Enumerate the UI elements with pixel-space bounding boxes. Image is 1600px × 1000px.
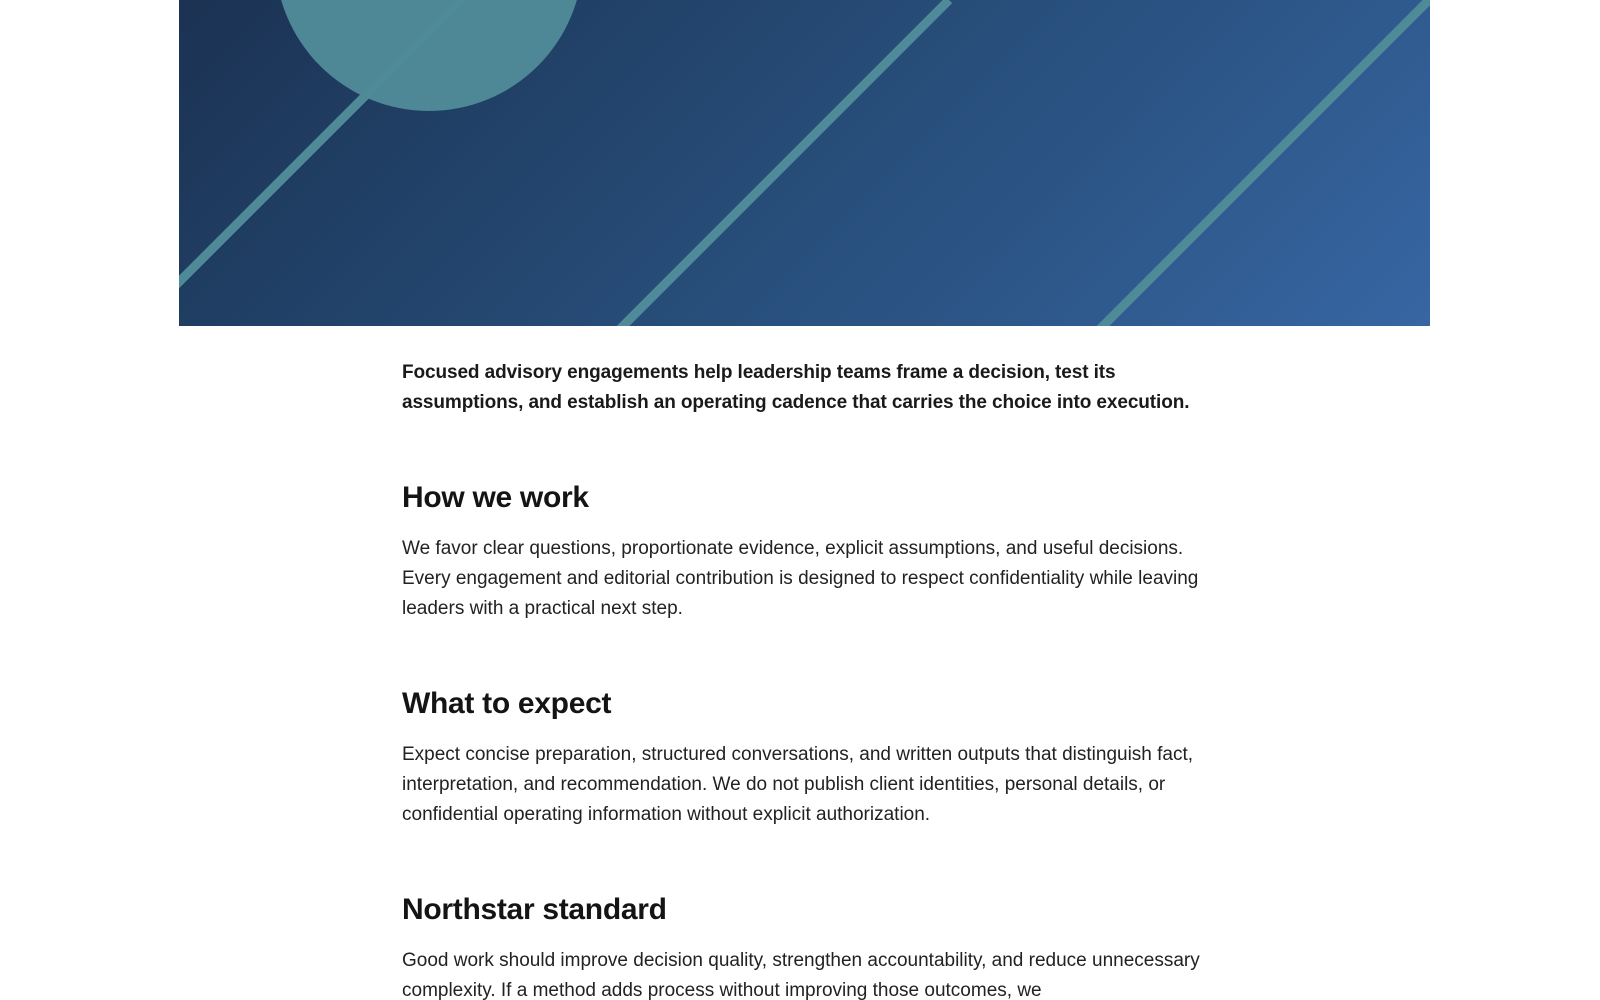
hero-stripe-middle xyxy=(609,0,949,326)
section-northstar-standard xyxy=(402,892,1222,1000)
section-body: We favor clear questions, proportionate evidence, explicit assumptions, and useful decisions. Every engagement and editorial contribution is designed to respect confidentiality while leaving leaders with a practical next step. xyxy=(402,538,1199,619)
section-body: Good work should improve decision quality, strengthen accountability, and reduce unnecessary complexity. If a method adds process without improving those outcomes, we xyxy=(402,950,1200,1000)
section-body: Expect concise preparation, structured conversations, and written outputs that distinguish fact, interpretation, and recommendation. We do not publish client identities, personal details, or confidential operating information without explicit authorization. xyxy=(402,744,1194,825)
section-how-we-work xyxy=(402,480,1222,624)
section-heading: What to expect xyxy=(402,687,612,720)
hero-artwork xyxy=(179,0,1430,326)
hero-circle xyxy=(275,0,583,111)
article-body xyxy=(402,358,1222,1000)
section-what-to-expect xyxy=(402,686,1222,830)
section-heading: How we work xyxy=(402,481,589,514)
intro-lead: Focused advisory engagements help leadership teams frame a decision, test its assumptions, and establish an operating cadence that carries the choice into execution. xyxy=(402,362,1190,413)
hero-banner-image xyxy=(179,0,1430,326)
section-heading: Northstar standard xyxy=(402,893,667,926)
hero-stripe-right xyxy=(1084,0,1430,326)
